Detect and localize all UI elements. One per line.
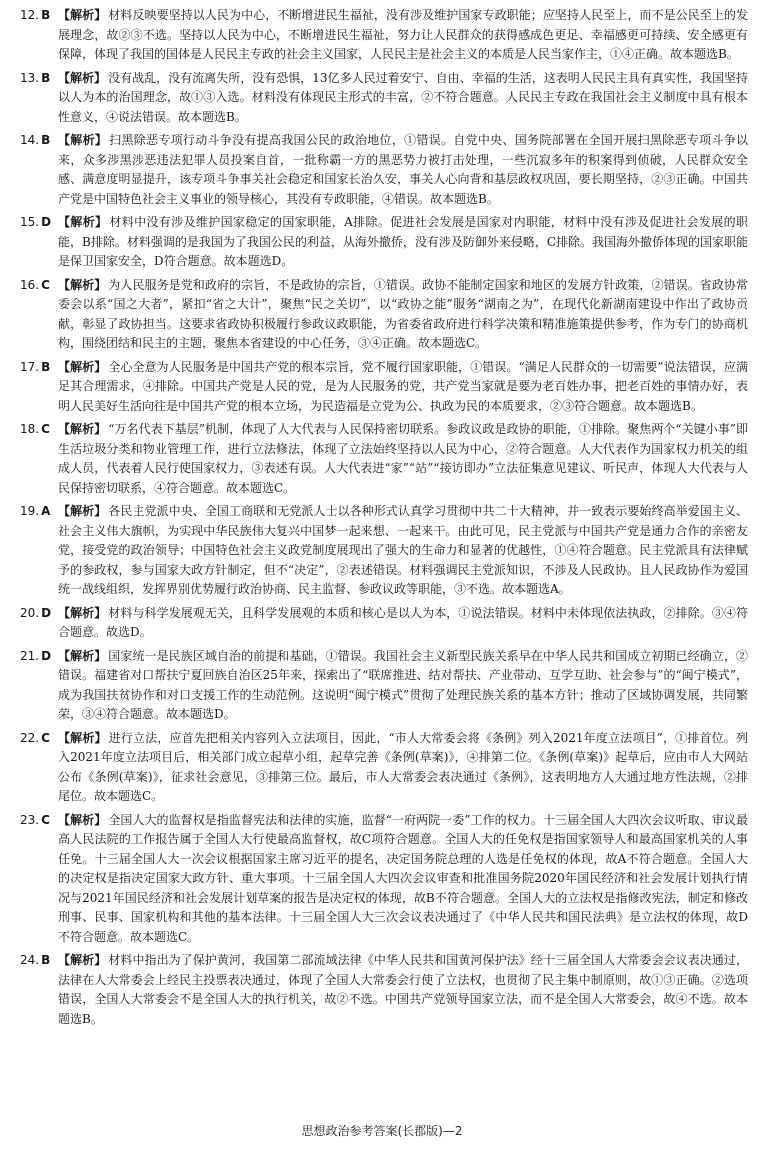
explanation-text: 材料与科学发展观无关，且科学发展观的本质和核心是以人为本，①说法错误。材料中未体现依法执政，②排除。③④符合题意。故选D。 [58, 605, 748, 639]
number-label: 24. [20, 953, 40, 967]
analysis-tag: 【解析】 [58, 812, 107, 827]
number-label: 15. [20, 215, 40, 229]
question-number [20, 811, 58, 831]
number-label: 23. [20, 812, 40, 827]
analysis-tag: 【解析】 [58, 953, 107, 967]
analysis-tag: 【解析】 [58, 504, 107, 518]
answer-choice: A [41, 504, 51, 518]
question-number [20, 420, 58, 440]
question-number [20, 951, 58, 971]
answer-choice: B [41, 953, 51, 967]
explanation-text: 国家统一是民族区域自治的前提和基础，①错误。我国社会主义新型民族关系早在中华人民共和国成立初期已经确立，②错误。福建省对口帮扶宁夏回族自治区25年来，探索出了“联席推进、结对帮扶、产业带动、互学互助、社会参与”的“闽宁模式”，成为我国扶贫协作和对口支援工作的生动范例。这说明“闽宁模式”贯彻了处理民族关系的基本方针；推动了区域协调发展，共同繁荣，③④符合题意。故本题选D。 [58, 648, 748, 721]
explanation-text: 为人民服务是党和政府的宗旨，不是政协的宗旨，①错误。政协不能制定国家和地区的发展方针政策，②错误。省政协常委会以系“国之大者”，紧扣“省之大计”，聚焦“民之关切”，以“政协之能”服务“湖南之为”，在现代化新湖南建设中作出了政协贡献，彰显了政协担当。这要求省政协积极履行参政议政职能，为省委省政府进行科学决策和精准施策提供参考，作为专门的协商机构，围绕团结和民主的主题，聚焦本省建设的中心任务，③④正确。故本题选C。 [58, 277, 748, 350]
answer-list [20, 6, 748, 1029]
answer-choice: C [41, 277, 50, 292]
question-number [20, 69, 58, 89]
analysis-tag: 【解析】 [58, 648, 107, 663]
number-label: 14. [20, 133, 40, 147]
answer-item-18 [20, 420, 748, 498]
answer-item-13 [20, 69, 748, 128]
explanation-text: 材料中没有涉及维护国家稳定的国家职能，A排除。促进社会发展是国家对内职能，材料中没有涉及促进社会发展的职能，B排除。材料强调的是我国为了我国公民的利益，从海外撤侨，没有涉及防御外来侵略，C排除。我国海外撤侨体现的国家职能是保卫国家安全，D符合题意。故本题选D。 [58, 215, 749, 268]
question-number [20, 502, 58, 522]
answer-item-20 [20, 604, 748, 643]
answer-item-14 [20, 131, 748, 209]
answer-choice: C [41, 812, 50, 827]
answer-item-21 [20, 647, 748, 725]
explanation [58, 811, 748, 948]
answer-item-23 [20, 811, 748, 948]
number-label: 12. [20, 8, 40, 22]
answer-item-16 [20, 276, 748, 354]
explanation [58, 131, 748, 209]
explanation [58, 420, 748, 498]
analysis-tag: 【解析】 [58, 359, 107, 374]
explanation [58, 502, 748, 600]
question-number [20, 604, 58, 624]
number-label: 16. [20, 277, 40, 292]
question-number [20, 647, 58, 667]
explanation-text: “万名代表下基层”机制，体现了人大代表与人民保持密切联系。参政议政是政协的职能，①排除。聚焦两个“关键小事”即生活垃圾分类和物业管理工作，进行立法修法，体现了立法始终坚持以人民为中心，②符合题意。人大代表作为国家权力机关的组成人员，代表着人民行使国家权力，③表述有误。人大代表进“家”“站”“接访即办”立法征集意见建议、听民声，体现人大代表与人民保持密切联系，④符合题意。故本题选C。 [58, 422, 748, 495]
explanation [58, 213, 748, 272]
explanation-text: 进行立法，应首先把相关内容列入立法项目，因此，“市人大常委会将《条例》列入2021年度立法项目”，①排首位。列入2021年度立法项目后，相关部门成立起草小组，起草完善《条例(草案)》，④排第二位。《条例(草案)》起草后，应由市人大网站公布《条例(草案)》，征求社会意见，③排第三位。最后，市人大常委会表决通过《条例》，这表明地方人大通过地方性法规，②排尾位。故本题选C。 [58, 730, 748, 803]
answer-item-15 [20, 213, 748, 272]
answer-choice: D [41, 215, 52, 229]
analysis-tag: 【解析】 [58, 422, 107, 436]
explanation [58, 647, 748, 725]
explanation [58, 951, 748, 1029]
page-footer: 思想政治参考答案(长郡版)—2 [301, 1124, 463, 1138]
answer-choice: C [41, 730, 50, 745]
answer-item-22 [20, 729, 748, 807]
answer-item-12 [20, 6, 748, 65]
number-label: 17. [20, 359, 40, 374]
number-label: 18. [20, 422, 40, 436]
answer-choice: B [41, 133, 51, 147]
number-label: 21. [20, 648, 40, 663]
answer-choice: D [41, 648, 52, 663]
answer-choice: B [41, 8, 51, 22]
explanation [58, 276, 748, 354]
explanation [58, 729, 748, 807]
analysis-tag: 【解析】 [58, 605, 107, 620]
answer-choice: B [41, 70, 51, 85]
number-label: 20. [20, 605, 40, 620]
explanation [58, 604, 748, 643]
explanation-text: 全心全意为人民服务是中国共产党的根本宗旨，党不履行国家职能，①错误。“满足人民群众的一切需要”说法错误，应满足其合理需求，④排除。中国共产党是人民的党，是为人民服务的党，共产党当家就是要为老百姓办事，把老百姓的事情办好，表明人民美好生活向往是中国共产党的根本立场，为民造福是立党为公、执政为民的本质要求，②③符合题意。故本题选B。 [58, 359, 748, 413]
answer-item-24 [20, 951, 748, 1029]
question-number [20, 6, 58, 26]
number-label: 22. [20, 730, 40, 745]
analysis-tag: 【解析】 [58, 215, 108, 229]
answer-choice: D [41, 605, 52, 620]
explanation-text: 各民主党派中央、全国工商联和无党派人士以各种形式认真学习贯彻中共二十大精神，并一致表示要始终高举爱国主义、社会主义伟大旗帜，为实现中华民族伟大复兴中国梦一起来想、一起来干。由此可见，民主党派与中国共产党是通力合作的亲密友党，接受党的政治领导；中国特色社会主义政党制度展现出了强大的生命力和显著的优越性，①④符合题意。民主党派具有法律赋予的参政权，参与国家大政方针制定，但不“决定”，②表述错误。材料强调民主党派知识，不涉及人民政协。且人民政协作为爱国统一战线组织，发挥界别优势履行政治协商、民主监督、参政议政等职能，③不选。故本题选A。 [58, 504, 748, 596]
explanation-text: 材料反映要坚持以人民为中心，不断增进民生福祉，没有涉及维护国家专政职能；应坚持人民至上，而不是公民至上的发展理念，故②③不选。坚持以人民为中心，不断增进民生福祉，努力让人民群众的获得感成色更足、幸福感更可持续、安全感更有保障，体现了我国的国体是人民民主专政的社会主义国家，人民民主是社会主义的本质是人民当家作主，①④正确。故本题选B。 [58, 8, 748, 61]
explanation [58, 6, 748, 65]
question-number [20, 213, 58, 233]
explanation-text: 扫黑除恶专项行动斗争没有提高我国公民的政治地位，①错误。自党中央、国务院部署在全国开展扫黑除恶专项斗争以来，众多涉黑涉恶违法犯罪人员投案自首，一批称霸一方的黑恶势力被打击处理，一些沉寂多年的积案得到侦破，人民群众安全感、满意度明显提升，该专项斗争事关社会稳定和国家长治久安，事关人心向背和基层政权巩固，要长期坚持，②③正确。中国共产党是中国特色社会主义事业的领导核心，其没有专政职能，④错误。故本题选B。 [58, 133, 748, 206]
analysis-tag: 【解析】 [58, 133, 108, 147]
analysis-tag: 【解析】 [58, 70, 107, 85]
question-number [20, 131, 58, 151]
explanation [58, 69, 748, 128]
question-number [20, 358, 58, 378]
question-number [20, 276, 58, 296]
explanation-text: 全国人大的监督权是指监督宪法和法律的实施，监督“一府两院一委”工作的权力。十三届全国人大四次会议听取、审议最高人民法院的工作报告属于全国人大行使最高监督权，故C项符合题意。全国人大的任免权是指国家领导人和最高国家机关的人事任免。十三届全国人大一次会议根据国家主席习近平的提名，决定国务院总理的人选是任免权的体现，故A不符合题意。全国人大的决定权是指决定国家大政方针、重大事项。十三届全国人大四次会议审查和批准国务院2020年国民经济和社会发展计划执行情况与2021年国民经济和社会发展计划草案的报告是决定权的体现，故B不符合题意。全国人大的立法权是指修改宪法，制定和修改刑事、民事、国家机构和其他的基本法律。十三届全国人大三次会议表决通过了《中华人民共和国民法典》是立法权的体现，故D不符合题意。故本题选C。 [58, 812, 748, 944]
answer-choice: C [41, 422, 50, 436]
answer-choice: B [41, 359, 51, 374]
explanation-text: 没有战乱，没有流离失所，没有恐惧，13亿多人民过着安宁、自由、幸福的生活，这表明人民民主具有真实性，我国坚持以人为本的治国理念，故①③入选。材料没有体现民主形式的丰富，②不符合题意。人民民主专政在我国社会主义制度中具有根本性意义，④说法错误。故本题选B。 [58, 70, 748, 124]
number-label: 13. [20, 70, 40, 85]
answer-item-19 [20, 502, 748, 600]
question-number [20, 729, 58, 749]
answer-item-17 [20, 358, 748, 417]
analysis-tag: 【解析】 [58, 730, 107, 745]
number-label: 19. [20, 504, 40, 518]
explanation [58, 358, 748, 417]
analysis-tag: 【解析】 [58, 8, 107, 22]
explanation-text: 材料中指出为了保护黄河，我国第二部流域法律《中华人民共和国黄河保护法》经十三届全国人大常委会会议表决通过，法律在人大常委会上经民主投票表决通过，体现了全国人大常委会行使了立法权，也贯彻了民主集中制原则，故①③正确。②选项错误，全国人大常委会不是全国人大的执行机关，故②不选。中国共产党领导国家立法，而不是全国人大常委会，故④不选。故本题选B。 [58, 953, 748, 1026]
analysis-tag: 【解析】 [58, 277, 107, 292]
